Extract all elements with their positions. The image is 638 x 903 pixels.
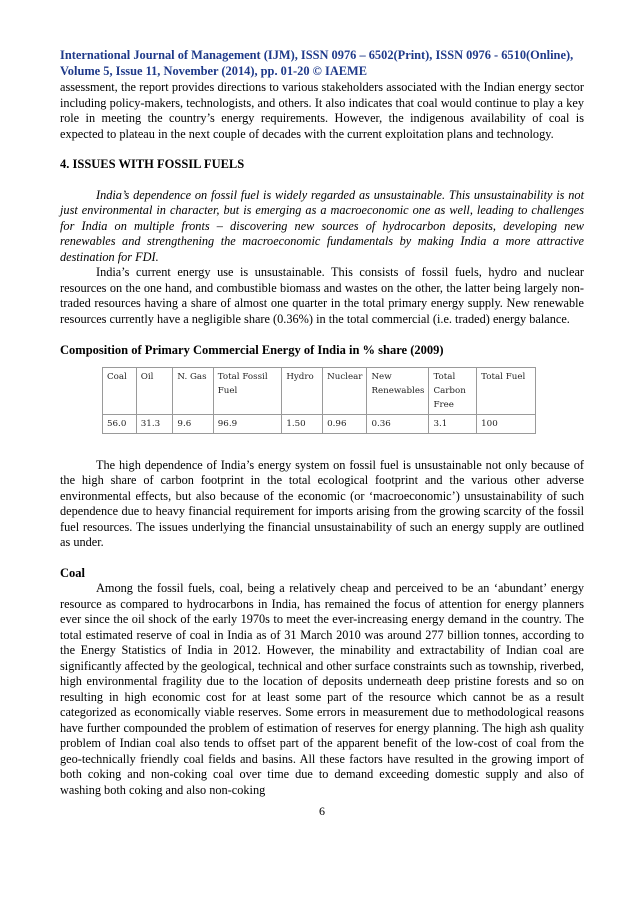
dependence-paragraph: The high dependence of India’s energy system on fossil fuel is unsustainable not only because of the high share of carbon footprint in the total ecological footprint and the various other adverse environmental effects, but also because of the economic (or ‘macroeconomic’) unsustainability of such dependence due to heavy financial requirement for imports arising from the growing scarcity of the fossil fuel resources. The issues underlying the financial unsustainability of such an energy supply are outlined as under. [60,457,584,549]
value-cell: 0.96 [323,414,367,433]
value-cell: 1.50 [282,414,323,433]
value-cell: 3.1 [429,414,477,433]
coal-paragraph: Among the fossil fuels, coal, being a relatively cheap and perceived to be an ‘abundant’ energy resource as compared to hydrocarbons in India, has remained the focus of attention for energy planners ever since the oil shock of the early 1970s to meet the ever-increasing energy demand in the country. The total estimated reserve of coal in India as of 31 March 2010 was around 277 billion tonnes, according to the Energy Statistics of India in 2012. However, the minability and extractability of Indian coal are significantly affected by the geological, technical and other surface constraints such as township, riverbed, high environmental fragility due to the location of deposits underneath deep pristine forests and so on resulting in high economic cost for at least some part of the resource which cannot be as a result categorized as economically viable reserves. Some errors in measurement due to methodological reasons have further compounded the problem of estimation of reserves for energy planning. The high ash quality problem of Indian coal also tends to offset part of the apparent benefit of the low-cost of coal from the geo-technically friendly coal fields and basins. All these factors have resulted in the growing import of both coking and non-coking coal over time due to demand exceeding domestic supply and also of washing both coking and also non-coking [60,581,584,797]
spacer [60,434,584,458]
value-cell: 96.9 [213,414,282,433]
header-cell: N. Gas [173,367,213,414]
intro-paragraph: assessment, the report provides directions to various stakeholders associated with the Indian energy sector including policy-makers, technologists, and others. It also indicates that coal would continue to play a key role in meeting the country’s energy requirements. However, the indigenous availability of coal is expected to plateau in the next couple of decades with the current exploitation plans and technology. [60,80,584,141]
italic-paragraph: India’s dependence on fossil fuel is widely regarded as unsustainable. This unsustainability is not just environmental in character, but is emerging as a macroeconomic one as well, leading to challenges for India on multiple fronts – discovering new sources of hydrocarbon deposits, developing new renewables and strengthening the macroeconomic fundamentals by making India a more attractive destination for FDI. [60,187,584,264]
citation-line-1: International Journal of Management (IJM), ISSN 0976 – 6502(Print), ISSN 0976 - 6510(Online), [60,48,574,62]
value-cell: 100 [477,414,536,433]
header-cell: Nuclear [323,367,367,414]
energy-table-wrapper [102,367,536,434]
table-header-row [103,367,536,414]
header-cell: New Renewables [367,367,429,414]
header-cell: Total Carbon Free [429,367,477,414]
energy-use-paragraph: India’s current energy use is unsustainable. This consists of fossil fuels, hydro and nuclear resources on the one hand, and combustible biomass and wastes on the other, the latter being largely non-traded resources having a share of almost one quarter in the total primary energy supply. New renewable resources currently have a negligible share (0.36%) in the total commercial (i.e. traded) energy balance. [60,265,584,326]
value-cell: 9.6 [173,414,213,433]
value-cell: 56.0 [103,414,137,433]
journal-page [60,48,584,820]
header-cell: Hydro [282,367,323,414]
table-value-row [103,414,536,433]
table-caption: Composition of Primary Commercial Energy of India in % share (2009) [60,343,444,357]
header-cell: Oil [136,367,173,414]
header-cell: Total Fuel [477,367,536,414]
citation-line-2: Volume 5, Issue 11, November (2014), pp. 01-20 © IAEME [60,63,367,78]
energy-composition-table [102,367,536,434]
section-heading: 4. ISSUES WITH FOSSIL FUELS [60,157,245,171]
header-cell: Coal [103,367,137,414]
journal-header [60,48,584,79]
coal-heading: Coal [60,565,85,580]
value-cell: 31.3 [136,414,173,433]
header-cell: Total Fossil Fuel [213,367,282,414]
page-number: 6 [319,804,325,818]
value-cell: 0.36 [367,414,429,433]
